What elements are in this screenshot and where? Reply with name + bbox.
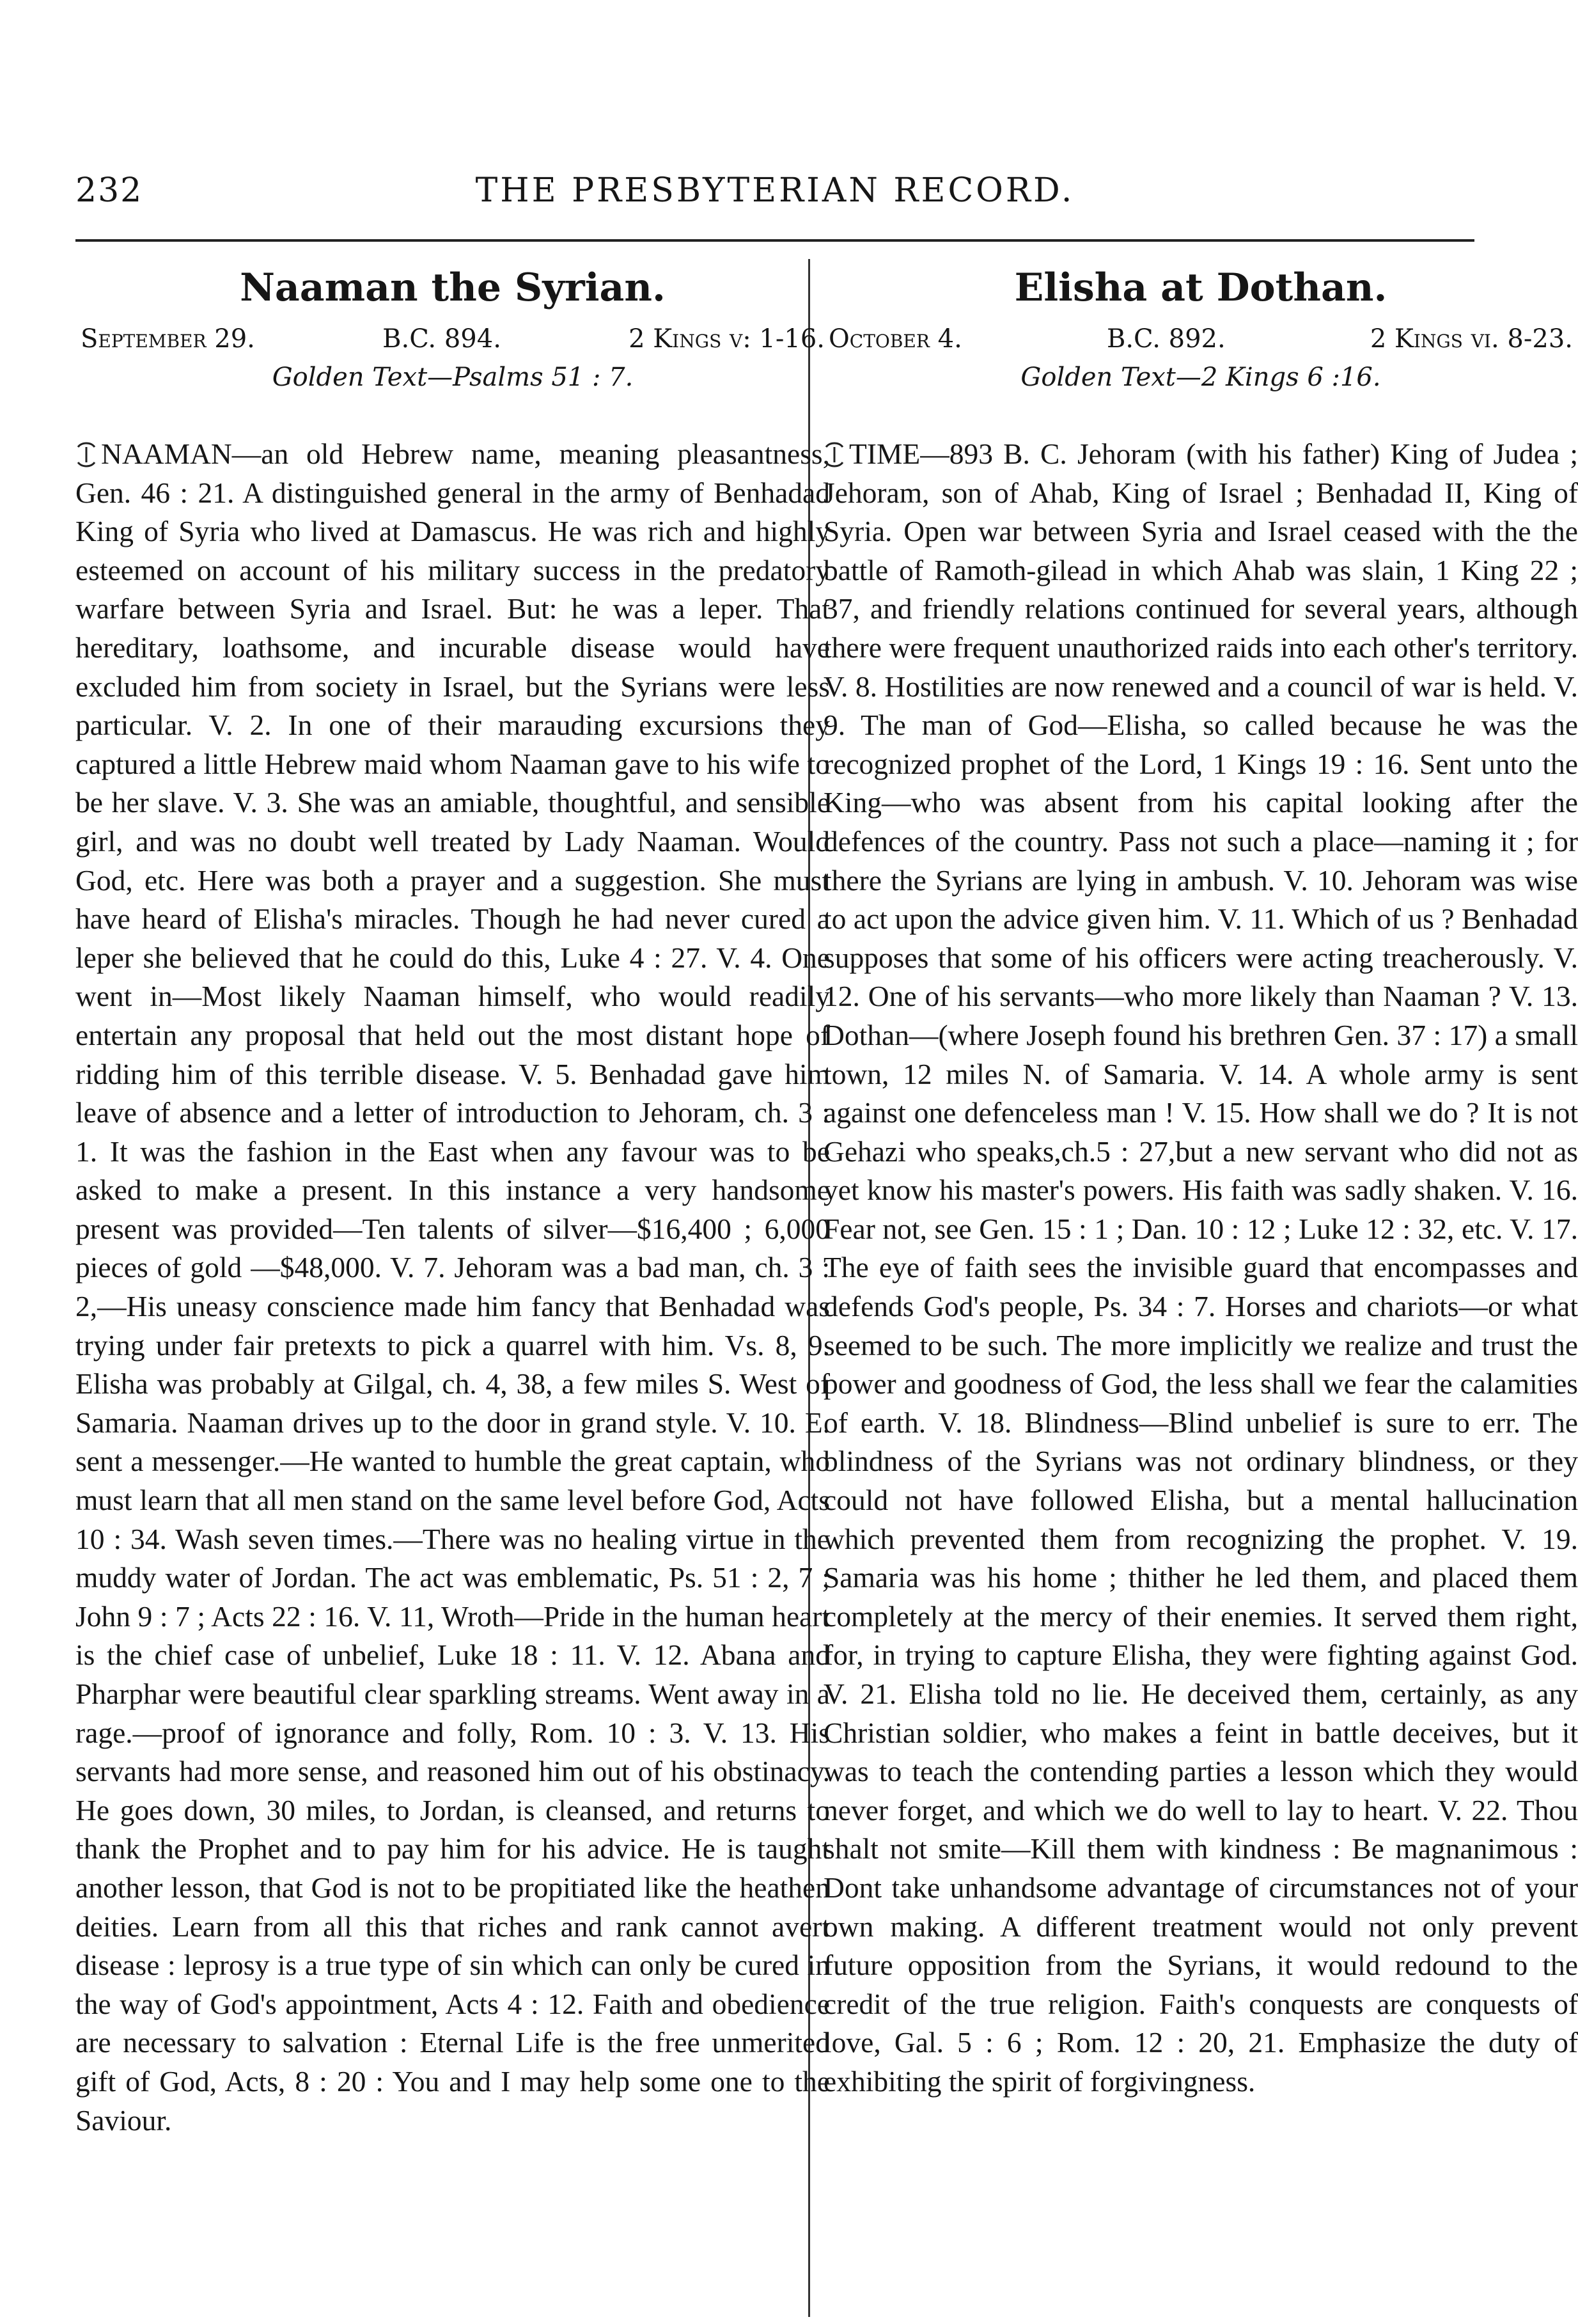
- page-header: [75, 171, 1474, 223]
- lesson-meta: [824, 320, 1578, 358]
- golden-text: Golden Text—Psalms 51 : 7.: [272, 363, 634, 392]
- ornament-icon: [824, 442, 845, 467]
- lesson-date: October 4.: [829, 324, 962, 354]
- lesson-column-right: [824, 256, 1578, 2101]
- golden-text: Golden Text—2 Kings 6 :16.: [1020, 363, 1381, 392]
- header-rule: [75, 239, 1474, 242]
- lesson-year: B.C. 894.: [382, 324, 501, 354]
- lesson-title: Elisha at Dothan.: [1014, 265, 1387, 310]
- lesson-reference: 2 Kings v: 1-16.: [629, 324, 825, 354]
- lesson-title: Naaman the Syrian.: [240, 265, 666, 310]
- page-number: 232: [75, 171, 143, 210]
- ornament-icon: [75, 442, 97, 467]
- lesson-reference: 2 Kings vi. 8-23.: [1370, 324, 1573, 354]
- lesson-body-text: TIME—893 B. C. Jehoram (with his father) King of Judea ; Jehoram, son of Ahab, King of Israel ; Benhadad II, King of Syria. Open war between Syria and Israel ceased with the the battle of Ramoth-gilead in which Ahab was slain, 1 King 22 ; 37, and friendly relations continued for several years, although there were frequent unauthorized raids into each other's territory. V. 8. Hostilities are now renewed and a council of war is held. V. 9. The man of God—Elisha, so called because he was the recognized prophet of the Lord, 1 Kings 19 : 16. Sent unto the King—who was absent from his capital looking after the defences of the country. Pass not such a place—naming it ; for there the Syrians are lying in ambush. V. 10. Jehoram was wise to act upon the advice given him. V. 11. Which of us ? Benhadad supposes that some of his officers were acting treacherously. V. 12. One of his servants—who more likely than Naaman ? V. 13. Dothan—(where Joseph found his brethren Gen. 37 : 17) a small town, 12 miles N. of Samaria. V. 14. A whole army is sent against one defenceless man ! V. 15. How shall we do ? It is not Gehazi who speaks,ch.5 : 27,but a new servant who did not as yet know his master's powers. His faith was sadly shaken. V. 16. Fear not, see Gen. 15 : 1 ; Dan. 10 : 12 ; Luke 12 : 32, etc. V. 17. The eye of faith sees the invisible guard that encompasses and defends God's people, Ps. 34 : 7. Horses and chariots—or what seemed to be such. The more implicitly we realize and trust the power and goodness of God, the less shall we fear the calamities of earth. V. 18. Blindness—Blind unbelief is sure to err. The blindness of the Syrians was not ordinary blindness, or they could not have followed Elisha, but a mental hallucination which prevented them from recognizing the prophet. V. 19. Samaria was his home ; thither he led them, and placed them completely at the mercy of their enemies. It served them right, for, in trying to capture Elisha, they were fighting against God. V. 21. Elisha told no lie. He deceived them, certainly, as any Christian soldier, who makes a feint in battle deceives, but it was to teach the contending parties a lesson which they would never forget, and which we do well to lay to heart. V. 22. Thou shalt not smite—Kill them with kindness : Be magnanimous : Dont take unhandsome advantage of circumstances not of your own making. A different treatment would not only prevent future opposition from the Syrians, it would redound to the credit of the true religion. Faith's conquests are conquests of love, Gal. 5 : 6 ; Rom. 12 : 20, 21. Emphasize the duty of exhibiting the spirit of forgivingness.: [824, 437, 1578, 2098]
- lesson-meta: [75, 320, 830, 358]
- lesson-body: [75, 435, 830, 2140]
- lesson-body: [824, 435, 1578, 2101]
- lesson-date: September 29.: [81, 324, 255, 354]
- lesson-column-left: [75, 256, 830, 2140]
- running-title: THE PRESBYTERIAN RECORD.: [475, 171, 1075, 210]
- lesson-year: B.C. 892.: [1106, 324, 1226, 354]
- lesson-body-text: NAAMAN—an old Hebrew name, meaning pleasantness, Gen. 46 : 21. A distinguished general in the army of Benhadad King of Syria who lived at Damascus. He was rich and highly esteemed on account of his military success in the predatory warfare between Syria and Israel. But: he was a leper. That hereditary, loathsome, and incurable disease would have excluded him from society in Israel, but the Syrians were less particular. V. 2. In one of their marauding excursions they captured a little Hebrew maid whom Naaman gave to his wife to be her slave. V. 3. She was an amiable, thoughtful, and sensible girl, and was no doubt well treated by Lady Naaman. Would God, etc. Here was both a prayer and a suggestion. She must have heard of Elisha's miracles. Though he had never cured a leper she believed that he could do this, Luke 4 : 27. V. 4. One went in—Most likely Naaman himself, who would readily entertain any proposal that held out the most distant hope of ridding him of this terrible disease. V. 5. Benhadad gave him leave of absence and a letter of introduction to Jehoram, ch. 3 : 1. It was the fashion in the East when any favour was to be asked to make a present. In this instance a very handsome present was provided—Ten talents of silver—$16,400 ; 6,000 pieces of gold —$48,000. V. 7. Jehoram was a bad man, ch. 3 : 2,—His uneasy conscience made him fancy that Benhadad was trying under fair pretexts to pick a quarrel with him. Vs. 8, 9. Elisha was probably at Gilgal, ch. 4, 38, a few miles S. West of Samaria. Naaman drives up to the door in grand style. V. 10. E. sent a messenger.—He wanted to humble the great captain, who must learn that all men stand on the same level before God, Acts 10 : 34. Wash seven times.—There was no healing virtue in the muddy water of Jordan. The act was emblematic, Ps. 51 : 2, 7 ; John 9 : 7 ; Acts 22 : 16. V. 11, Wroth—Pride in the human heart is the chief case of unbelief, Luke 18 : 11. V. 12. Abana and Pharphar were beautiful clear sparkling streams. Went away in a rage.—proof of ignorance and folly, Rom. 10 : 3. V. 13. His servants had more sense, and reasoned him out of his obstinacy. He goes down, 30 miles, to Jordan, is cleansed, and returns to thank the Prophet and to pay him for his advice. He is taught another lesson, that God is not to be propitiated like the heathen deities. Learn from all this that riches and rank cannot avert disease : leprosy is a true type of sin which can only be cured in the way of God's appointment, Acts 4 : 12. Faith and obedience are necessary to salvation : Eternal Life is the free unmerited gift of God, Acts, 8 : 20 : You and I may help some one to the Saviour.: [75, 437, 830, 2137]
